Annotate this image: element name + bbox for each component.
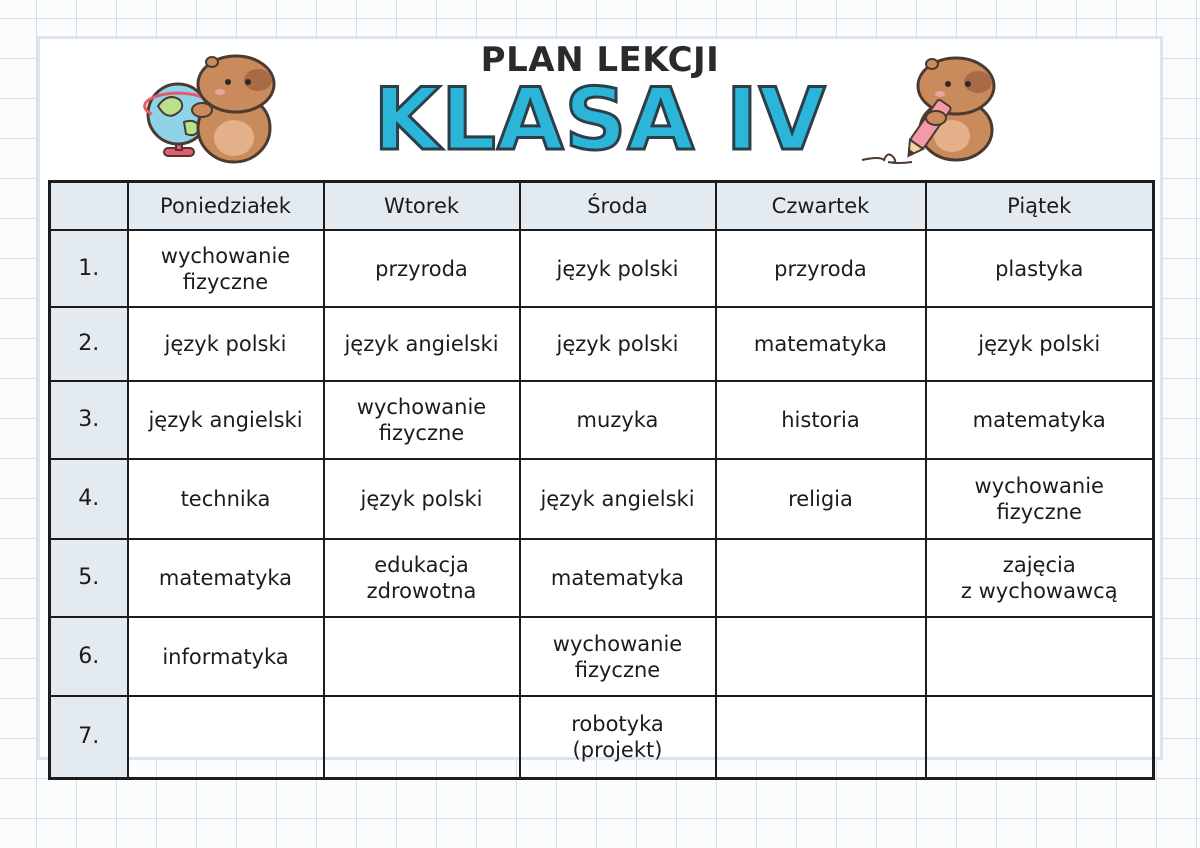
subtitle: PLAN LEKCJI xyxy=(480,40,720,80)
lesson-schedule-table xyxy=(48,180,1155,780)
day-header-wednesday: Środa xyxy=(520,182,716,231)
lesson-cell-thursday: matematyka xyxy=(716,307,926,381)
lesson-cell-wednesday: wychowanie fizyczne xyxy=(520,617,716,696)
lesson-cell-tuesday xyxy=(324,696,520,778)
table-row xyxy=(50,696,1154,778)
lesson-cell-thursday: religia xyxy=(716,459,926,539)
lesson-cell-tuesday: wychowanie fizyczne xyxy=(324,381,520,459)
corner-cell xyxy=(50,182,128,231)
lesson-cell-thursday xyxy=(716,696,926,778)
table-row xyxy=(50,230,1154,307)
day-header-thursday: Czwartek xyxy=(716,182,926,231)
lesson-cell-tuesday: język polski xyxy=(324,459,520,539)
lesson-number: 4. xyxy=(50,459,128,539)
lesson-number: 7. xyxy=(50,696,128,778)
lesson-cell-thursday xyxy=(716,539,926,617)
lesson-cell-wednesday: język polski xyxy=(520,307,716,381)
lesson-cell-wednesday: muzyka xyxy=(520,381,716,459)
day-header-friday: Piątek xyxy=(926,182,1154,231)
lesson-number: 5. xyxy=(50,539,128,617)
lesson-cell-tuesday xyxy=(324,617,520,696)
table-row xyxy=(50,459,1154,539)
lesson-number: 3. xyxy=(50,381,128,459)
lesson-cell-tuesday: edukacja zdrowotna xyxy=(324,539,520,617)
lesson-cell-friday xyxy=(926,696,1154,778)
lesson-cell-wednesday: robotyka (projekt) xyxy=(520,696,716,778)
lesson-cell-wednesday: matematyka xyxy=(520,539,716,617)
lesson-cell-thursday: historia xyxy=(716,381,926,459)
lesson-cell-monday xyxy=(128,696,324,778)
lesson-number: 1. xyxy=(50,230,128,307)
table-row xyxy=(50,617,1154,696)
lesson-cell-tuesday: język angielski xyxy=(324,307,520,381)
lesson-cell-monday: wychowanie fizyczne xyxy=(128,230,324,307)
lesson-cell-monday: język polski xyxy=(128,307,324,381)
table-row xyxy=(50,307,1154,381)
lesson-cell-friday: wychowanie fizyczne xyxy=(926,459,1154,539)
lesson-cell-monday: technika xyxy=(128,459,324,539)
capybara-pencil-icon xyxy=(858,48,1008,168)
day-header-monday: Poniedziałek xyxy=(128,182,324,231)
lesson-cell-friday: matematyka xyxy=(926,381,1154,459)
lesson-number: 2. xyxy=(50,307,128,381)
header-row xyxy=(50,182,1154,231)
capybara-globe-icon xyxy=(136,48,286,168)
lesson-cell-friday: plastyka xyxy=(926,230,1154,307)
lesson-number: 6. xyxy=(50,617,128,696)
lesson-cell-wednesday: język polski xyxy=(520,230,716,307)
lesson-cell-monday: matematyka xyxy=(128,539,324,617)
page-title: KLASA IV xyxy=(373,70,827,170)
table-row xyxy=(50,539,1154,617)
lesson-cell-friday: zajęcia z wychowawcą xyxy=(926,539,1154,617)
lesson-cell-thursday xyxy=(716,617,926,696)
lesson-cell-friday: język polski xyxy=(926,307,1154,381)
day-header-tuesday: Wtorek xyxy=(324,182,520,231)
lesson-cell-thursday: przyroda xyxy=(716,230,926,307)
lesson-cell-monday: informatyka xyxy=(128,617,324,696)
lesson-cell-friday xyxy=(926,617,1154,696)
lesson-cell-tuesday: przyroda xyxy=(324,230,520,307)
lesson-cell-wednesday: język angielski xyxy=(520,459,716,539)
table-row xyxy=(50,381,1154,459)
lesson-cell-monday: język angielski xyxy=(128,381,324,459)
